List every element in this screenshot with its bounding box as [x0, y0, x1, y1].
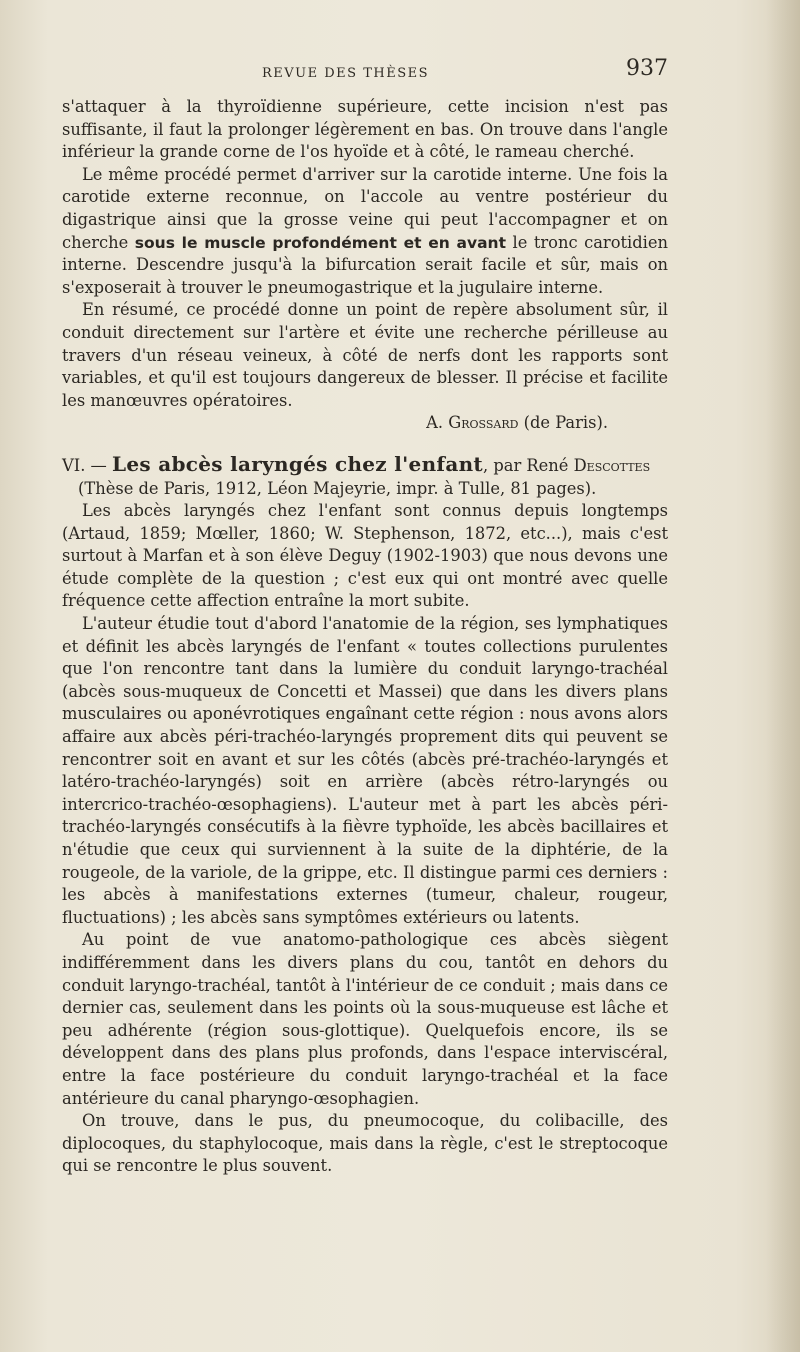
signature	[62, 412, 668, 435]
signature-place: (de Paris).	[518, 413, 608, 433]
thesis-author: Descottes	[573, 455, 651, 475]
section-number: VI. —	[62, 455, 112, 475]
running-head: REVUE DES THÈSES	[262, 66, 429, 81]
text-run: le tronc carotidien interne. Descendre jusqu'à la bifurcation serait facile et sûr, mais on s'exposerait à trouver le pneumogastrique et la jugulaire interne.	[62, 232, 669, 297]
text-run: Le même procédé permet d'arriver sur la carotide interne. Une fois la carotide externe reconnue, on l'accole au ventre postérieur du digastrique ainsi que la grosse veine qui peut l'accompagner et on cherche	[62, 164, 668, 252]
paragraph: En résumé, ce procédé donne un point de repère absolument sûr, il conduit directement sur l'artère et évite une recherche périlleuse au travers d'un réseau veineux, à côté de nerfs dont les rapports sont variables, et qu'il est toujours dangereux de blesser. Il précise et facilite les manœuvres opératoires.	[62, 300, 668, 410]
section-gap	[62, 435, 668, 453]
title-by: , par René	[482, 455, 574, 475]
page-number: 937	[626, 56, 668, 81]
paragraph: On trouve, dans le pus, du pneumocoque, du colibacille, des diplocoques, du staphylocoque, mais dans la règle, c'est le streptocoque qui se rencontre le plus souvent.	[62, 1111, 668, 1176]
thesis-title: Les abcès laryngés chez l'enfant	[112, 451, 483, 476]
paragraph: Les abcès laryngés chez l'enfant sont connus depuis longtemps (Artaud, 1859; Mœller, 1860; W. Stephenson, 1872, etc...), mais c'est surtout à Marfan et à son élève Deguy (1902-1903) que nous devons une étude complète de la question ; c'est eux qui ont montré avec quelle fréquence cette affection entraîne la mort subite.	[62, 501, 668, 611]
signature-initial: A.	[426, 413, 449, 433]
page-edge-shadow	[766, 0, 800, 1352]
body-text	[62, 96, 668, 1178]
page-header	[62, 56, 668, 90]
paragraph: L'auteur étudie tout d'abord l'anatomie de la région, ses lymphatiques et définit les abcès laryngés de l'enfant « toutes collections purulentes que l'on rencontre tant dans la lumière du conduit laryngo-trachéal (abcès sous-muqueux de Concetti et Massei) que dans les divers plans musculaires ou aponévrotiques engaînant cette région : nous avons alors affaire aux abcès péri-trachéo-laryngés proprement dits qui peuvent se rencontrer soit en avant et sur les côtés (abcès pré-trachéo-laryngés et latéro-trachéo-laryngés) soit en arrière (abcès rétro-laryngés ou intercrico-trachéo-œsophagiens). L'auteur met à part les abcès péri-trachéo-laryngés consécutifs à la fièvre typhoïde, les abcès bacillaires et n'étudie que ceux qui surviennent à la suite de la diphtérie, de la rougeole, de la variole, de la grippe, etc. Il distingue parmi ces derniers : les abcès à manifestations externes (tumeur, chaleur, rougeur, fluctuations) ; les abcès sans symptômes extérieurs ou latents.	[62, 614, 668, 927]
paragraph: Au point de vue anatomo-pathologique ces abcès siègent indifféremment dans les divers plans du cou, tantôt en dehors du conduit laryngo-trachéal, tantôt à l'intérieur de ce conduit ; mais dans ce dernier cas, seulement dans les points où la sous-muqueuse est lâche et peu adhérente (région sous-glottique). Quelquefois encore, ils se développent dans des plans plus profonds, dans l'espace interviscéral, entre la face postérieure du conduit laryngo-trachéal et la face antérieure du canal pharyngo-œsophagien.	[62, 930, 668, 1108]
thesis-imprint: (Thèse de Paris, 1912, Léon Majeyrie, impr. à Tulle, 81 pages).	[78, 478, 597, 498]
signature-name: Grossard	[448, 413, 519, 433]
paragraph: s'attaquer à la thyroïdienne supérieure, cette incision n'est pas suffisante, il faut la prolonger légèrement en bas. On trouve dans l'angle inférieur la grande corne de l'os hyoïde et à côté, le rameau cherché.	[62, 97, 668, 162]
section-title	[62, 453, 668, 478]
paragraph	[62, 164, 668, 300]
emphasis-text: sous le muscle profondément et en avant	[134, 233, 506, 252]
